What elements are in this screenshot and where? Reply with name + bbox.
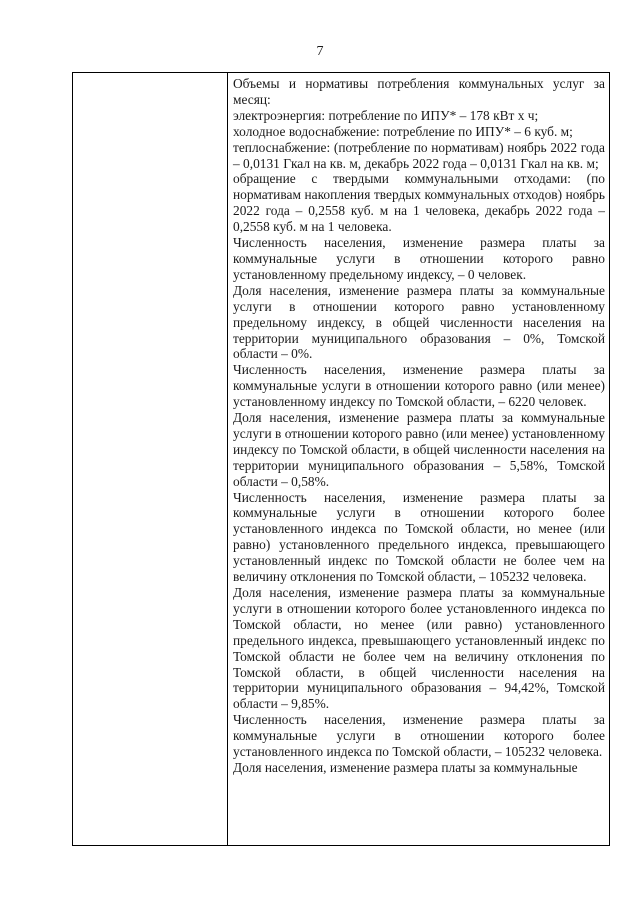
- cell-text-block: [228, 73, 609, 776]
- paragraph-cold-water: холодное водоснабжение: потребление по ИПУ* – 6 куб. м;: [233, 123, 573, 139]
- table-row: [73, 73, 610, 846]
- paragraph-share-continued: Доля населения, изменение размера платы за коммунальные: [233, 759, 578, 775]
- paragraph-share-equal-limit: Доля населения, изменение размера платы за коммунальные услуги в отношении которого равно установленному предельному индексу, в общей численности населения на территории муниципального образования – 0%, Томской области – 0%.: [233, 282, 605, 362]
- paragraph-share-within-deviation: Доля населения, изменение размера платы за коммунальные услуги в отношении которого более установленного индекса по Томской области, но менее (или равно) установленного предельного индекса, превышающего установленный индекс по Томской области не более чем на величину отклонения по Томской области, в общей численности населения на территории муниципального образования – 94,42%, Томской области – 9,85%.: [233, 585, 605, 712]
- paragraph-population-above-index: Численность населения, изменение размера платы за коммунальные услуги в отношении которого более установленного индекса по Томской области, – 105232 человека.: [233, 712, 605, 760]
- paragraph-share-below-index: Доля населения, изменение размера платы за коммунальные услуги в отношении которого равно (или менее) установленному индексу по Томской области, в общей численности населения на территории муниципального образования – 5,58%, Томской области – 0,58%.: [233, 410, 605, 489]
- page-number: 7: [316, 44, 324, 59]
- right-cell: [228, 73, 610, 846]
- document-table: [72, 72, 610, 846]
- paragraph-heating: теплоснабжение: (потребление по нормативам) ноябрь 2022 года – 0,0131 Гкал на кв. м, декабрь 2022 года – 0,0131 Гкал на кв. м;: [233, 139, 605, 171]
- paragraph-population-within-deviation: Численность населения, изменение размера платы за коммунальные услуги в отношении которого более установленного индекса по Томской области, но менее (или равно) установленного предельного индекса, превышающего установленный индекс по Томской области не более чем на величину отклонения по Томской области, – 105232 человека.: [233, 489, 605, 585]
- paragraph-consumption-header: Объемы и нормативы потребления коммунальных услуг за месяц:: [233, 76, 605, 107]
- paragraph-population-below-index: Численность населения, изменение размера платы за коммунальные услуги в отношении которого равно (или менее) установленному индексу по Томской области, – 6220 человек.: [233, 362, 605, 410]
- paragraph-population-equal-limit: Численность населения, изменение размера платы за коммунальные услуги в отношении которого равно установленному предельному индексу, – 0 человек.: [233, 235, 605, 282]
- left-cell: [73, 73, 228, 846]
- paragraph-solid-waste: обращение с твердыми коммунальными отходами: (по нормативам накопления твердых коммунальных отходов) ноябрь 2022 года – 0,2558 куб. м на 1 человека, декабрь 2022 года – 0,2558 куб. м на 1 человека.: [233, 171, 605, 235]
- paragraph-electricity: электроэнергия: потребление по ИПУ* – 178 кВт х ч;: [233, 107, 539, 123]
